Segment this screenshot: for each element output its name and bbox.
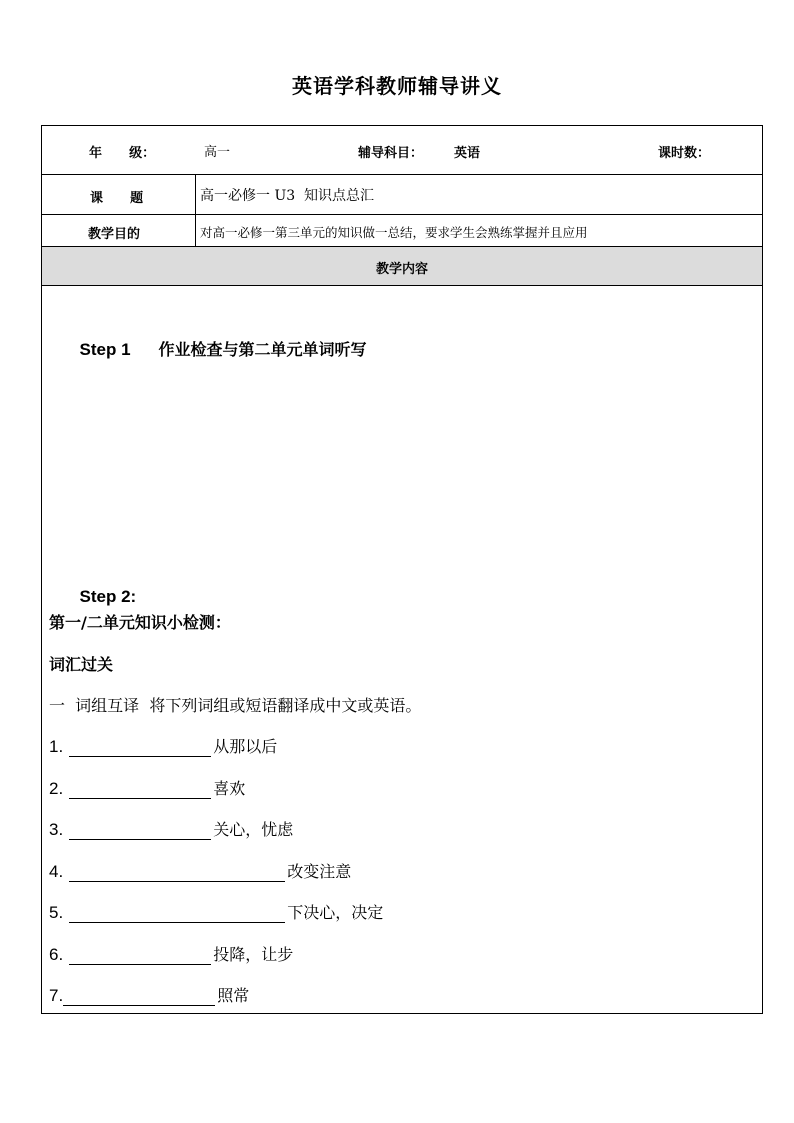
question-text: 关心，忧虑 (213, 820, 294, 839)
question-number: 6. (49, 945, 64, 964)
page-title: 英语学科教师辅导讲义 (292, 74, 502, 98)
lesson-sheet-table (41, 125, 763, 1014)
topic-label: 课 题 (90, 191, 144, 206)
topic-row (42, 175, 762, 215)
question-text: 照常 (217, 986, 250, 1005)
grade-value: 高一 (204, 145, 231, 160)
question-item (49, 734, 277, 757)
question-number: 4. (49, 862, 64, 881)
answer-blank[interactable] (69, 738, 211, 757)
vocab-section-title: 词汇过关 (49, 655, 114, 674)
answer-blank[interactable] (69, 863, 285, 882)
question-number: 5. (49, 903, 64, 922)
question-number: 7. (49, 986, 64, 1005)
question-item (49, 983, 249, 1006)
grade-label: 年 级： (89, 146, 156, 161)
question-text: 改变注意 (287, 862, 352, 881)
step2-label: Step 2: (79, 587, 137, 606)
question-item (49, 817, 293, 840)
answer-blank[interactable] (69, 946, 211, 965)
question-number: 2. (49, 779, 64, 798)
answer-blank[interactable] (69, 780, 211, 799)
question-item (49, 776, 245, 799)
question-number: 3. (49, 820, 64, 839)
subject-value: 英语 (454, 146, 481, 161)
grade-row (42, 126, 762, 175)
question-item (49, 942, 293, 965)
content-header-row (42, 247, 762, 286)
subject-label: 辅导科目： (358, 146, 424, 161)
question-text: 下决心，决定 (287, 903, 384, 922)
content-header: 教学内容 (375, 262, 428, 277)
question-text: 喜欢 (213, 779, 246, 798)
goal-row (42, 215, 762, 247)
vocab-instruction: 一 词组互译 将下列词组或短语翻译成中文或英语。 (49, 696, 422, 715)
step1-line (49, 318, 367, 379)
question-item (49, 900, 383, 923)
step2-subtitle: 第一/二单元知识小检测： (49, 613, 231, 632)
goal-label: 教学目的 (88, 227, 141, 242)
topic-value: 高一必修一 U3 知识点总汇 (200, 188, 375, 204)
answer-blank[interactable] (69, 821, 211, 840)
question-text: 从那以后 (213, 737, 278, 756)
goal-value: 对高一必修一第三单元的知识做一总结，要求学生会熟练掌握并且应用 (200, 225, 588, 240)
question-item (49, 859, 351, 882)
column-divider (195, 175, 196, 214)
answer-blank[interactable] (63, 987, 215, 1006)
step1-text: 作业检查与第二单元单词听写 (158, 340, 367, 359)
hours-label: 课时数： (658, 146, 711, 161)
step1-label: Step 1 (79, 340, 131, 359)
answer-blank[interactable] (69, 904, 285, 923)
column-divider (195, 215, 196, 246)
question-number: 1. (49, 737, 64, 756)
question-text: 投降，让步 (213, 945, 294, 964)
